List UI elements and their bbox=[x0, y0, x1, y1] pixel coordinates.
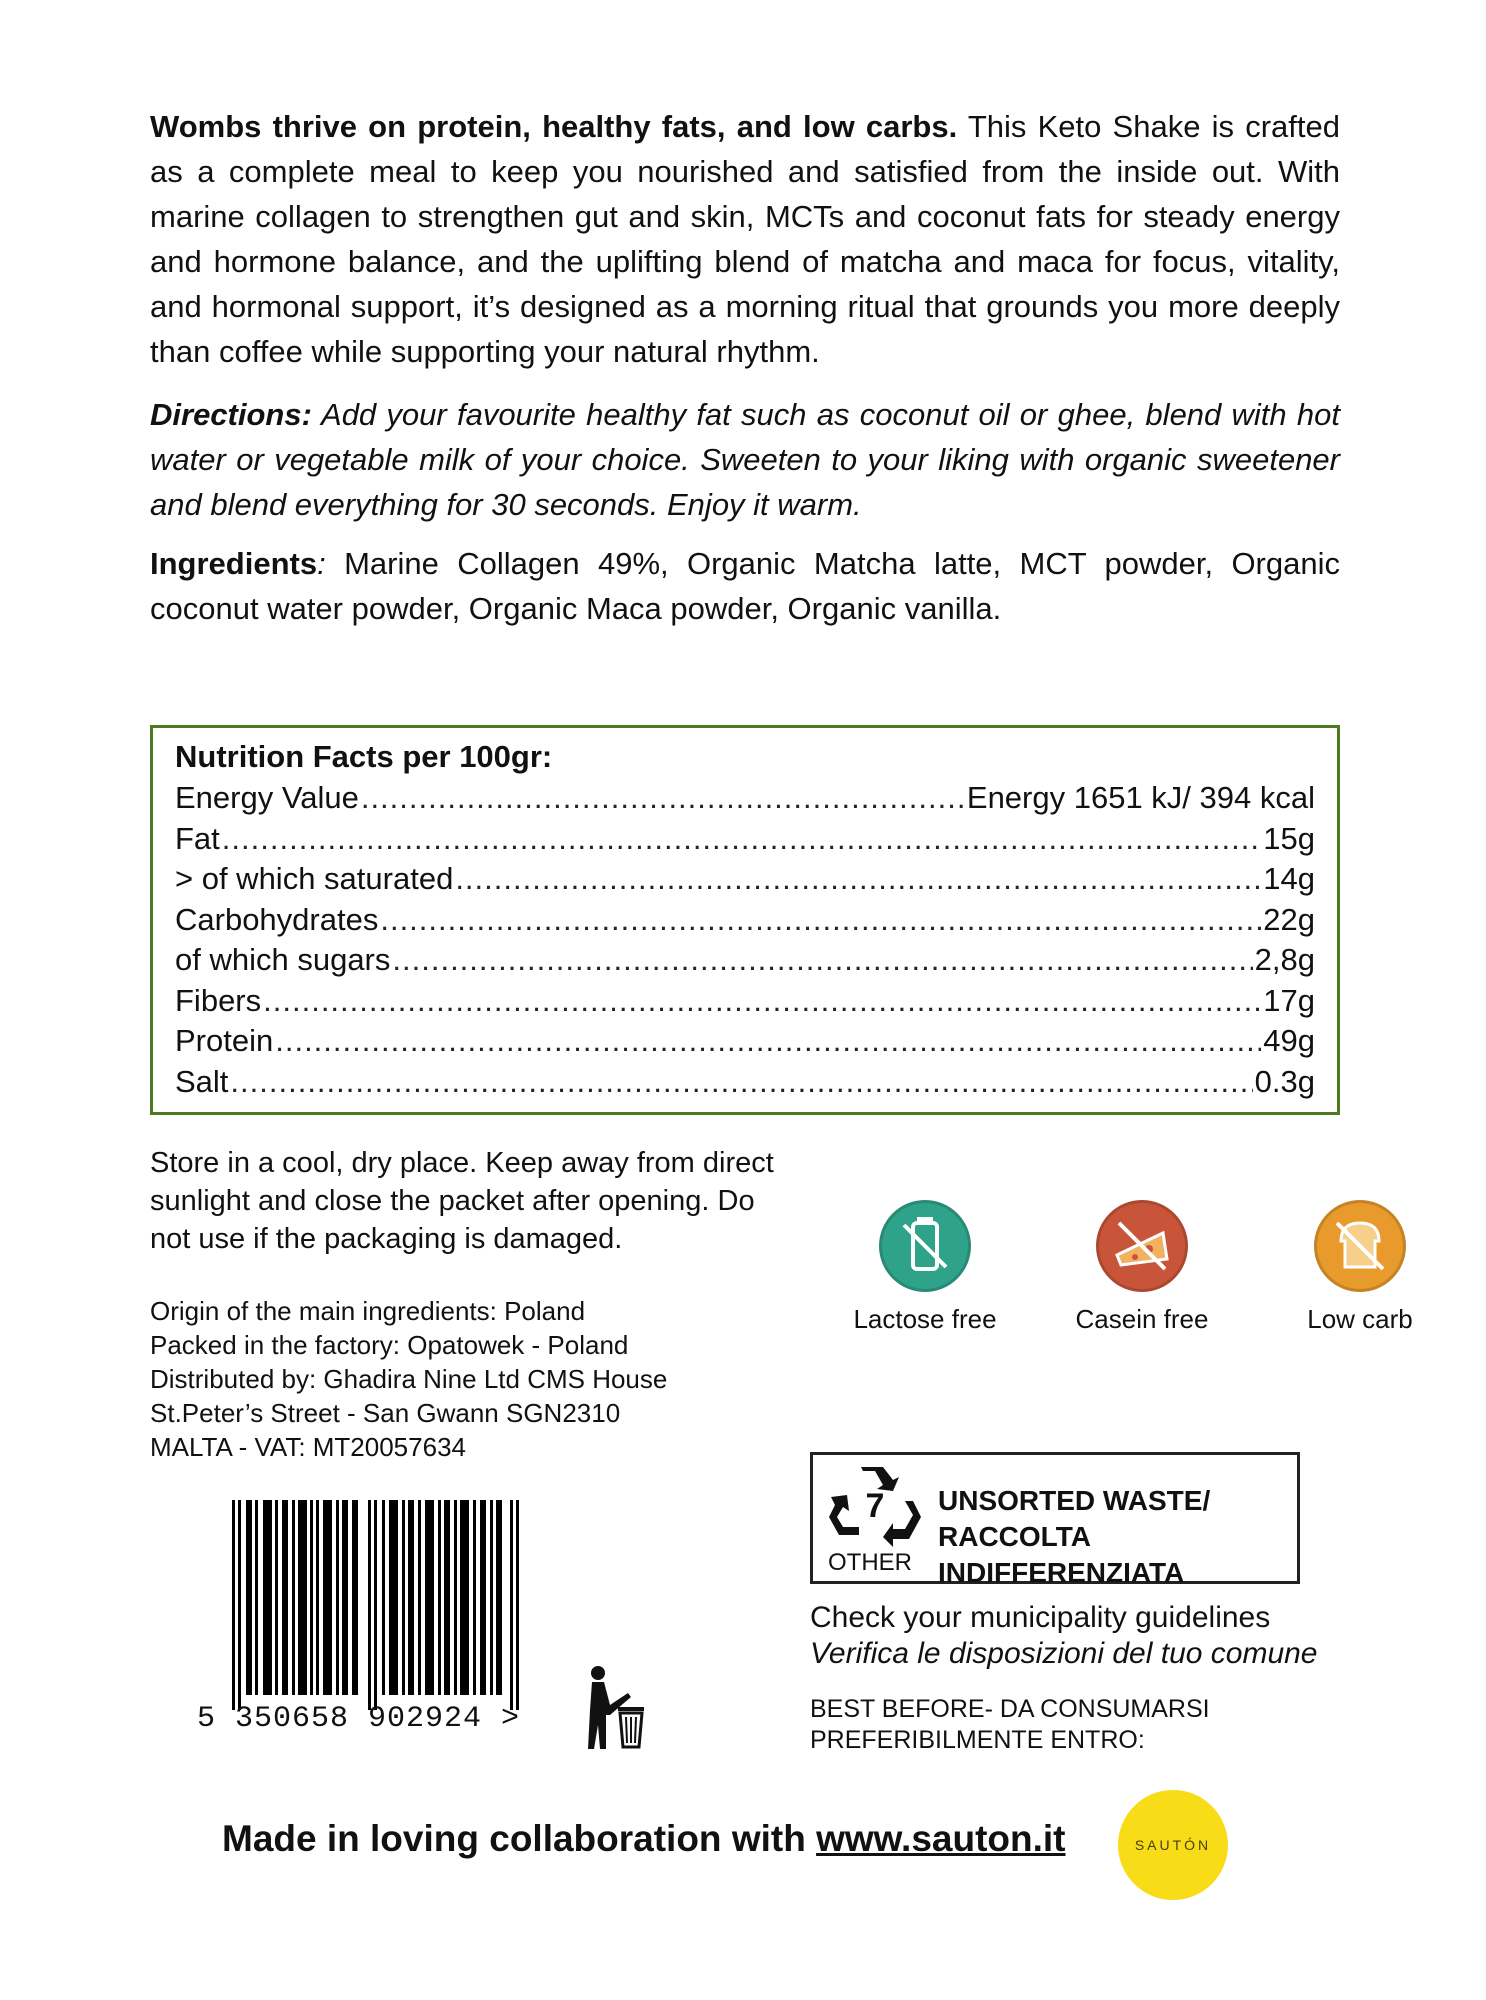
recycle-text bbox=[938, 1483, 1297, 1591]
dot-leader bbox=[361, 778, 965, 819]
nutrition-label: of which sugars bbox=[175, 942, 391, 977]
best-before bbox=[810, 1694, 1210, 1756]
nutrition-label: > of which saturated bbox=[175, 861, 454, 896]
recycling-icon bbox=[825, 1465, 925, 1547]
dot-leader bbox=[392, 940, 1252, 981]
nutrition-row bbox=[175, 859, 1315, 900]
casein-free-icon bbox=[1096, 1200, 1188, 1292]
intro-paragraph bbox=[150, 104, 1340, 374]
storage-instructions: Store in a cool, dry place. Keep away from direct sunlight and close the packet after opening. Do not use if the packaging is damaged. bbox=[150, 1147, 774, 1255]
sauton-link[interactable]: www.sauton.it bbox=[816, 1818, 1066, 1859]
low-carb-icon bbox=[1314, 1200, 1406, 1292]
municipality-note bbox=[810, 1600, 1318, 1672]
nutrition-value: 2,8g bbox=[1254, 942, 1315, 977]
recycle-line1: UNSORTED WASTE/ bbox=[938, 1485, 1211, 1516]
nutrition-row bbox=[175, 900, 1315, 941]
origin-line: Packed in the factory: Opatowek - Poland bbox=[150, 1330, 629, 1360]
sauton-logo bbox=[1118, 1790, 1228, 1900]
origin-info bbox=[150, 1294, 800, 1464]
directions-paragraph bbox=[150, 392, 1340, 527]
dot-leader bbox=[275, 1021, 1261, 1062]
ingredients-colon: : bbox=[317, 546, 326, 581]
nutrition-label: Fat bbox=[175, 820, 220, 856]
badge-casein-free bbox=[1052, 1200, 1232, 1335]
nutrition-value: 14g bbox=[1263, 861, 1315, 896]
origin-line: Distributed by: Ghadira Nine Ltd CMS House bbox=[150, 1364, 668, 1394]
nutrition-row bbox=[175, 940, 1315, 981]
nutrition-label: Energy Value bbox=[175, 780, 359, 815]
nutrition-row bbox=[175, 1062, 1315, 1103]
barcode bbox=[230, 1500, 520, 1710]
lactose-free-icon bbox=[879, 1200, 971, 1292]
logo-text: SAUTÓN bbox=[1134, 1837, 1212, 1853]
badge-label: Lactose free bbox=[853, 1304, 997, 1334]
dot-leader bbox=[455, 859, 1261, 900]
nutrition-row bbox=[175, 981, 1315, 1022]
badge-lactose-free bbox=[835, 1200, 1015, 1335]
nutrition-row bbox=[175, 1021, 1315, 1062]
intro-lead: Wombs thrive on protein, healthy fats, and low carbs. bbox=[150, 109, 958, 144]
dot-leader bbox=[222, 819, 1261, 860]
nutrition-value: 22g bbox=[1263, 901, 1315, 937]
nutrition-label: Carbohydrates bbox=[175, 901, 379, 937]
nutrition-value: 49g bbox=[1263, 1023, 1315, 1058]
recycle-number: 7 bbox=[865, 1487, 885, 1525]
check-en: Check your municipality guidelines bbox=[810, 1601, 1271, 1634]
dot-leader bbox=[230, 1062, 1252, 1103]
nutrition-row bbox=[175, 819, 1315, 860]
ingredients-paragraph bbox=[150, 541, 1340, 631]
directions-text: Add your favourite healthy fat such as coconut oil or ghee, blend with hot water or vegetable milk of your choice. Sweeten to your liking with organic sweetener and blend everything for 30 seconds. Enjoy it warm. bbox=[150, 397, 1340, 522]
origin-line: Origin of the main ingredients: Poland bbox=[150, 1296, 586, 1326]
nutrition-label: Salt bbox=[175, 1063, 229, 1099]
nutrition-facts-box bbox=[150, 725, 1340, 1115]
ingredients-label: Ingredients bbox=[150, 546, 318, 581]
badge-label: Casein free bbox=[1075, 1304, 1209, 1334]
recycle-line2: RACCOLTA INDIFFERENZIATA bbox=[938, 1521, 1185, 1588]
recycle-other-label: OTHER bbox=[828, 1549, 912, 1576]
barcode-digits: 5 350658 902924 > bbox=[197, 1702, 521, 1736]
dot-leader bbox=[263, 981, 1261, 1022]
badge-label: Low carb bbox=[1307, 1304, 1413, 1334]
ingredients-text: Marine Collagen 49%, Organic Matcha latte, MCT powder, Organic coconut water powder, Organic Maca powder, Organic vanilla. bbox=[150, 546, 1340, 626]
nutrition-value: 15g bbox=[1263, 820, 1315, 856]
nutrition-value: Energy 1651 kJ/ 394 kcal bbox=[966, 780, 1315, 815]
nutrition-value: 17g bbox=[1263, 982, 1315, 1018]
intro-body: This Keto Shake is crafted as a complete meal to keep you nourished and satisfied from the inside out. With marine collagen to strengthen gut and skin, MCTs and coconut fats for steady energy and hormone balance, and the uplifting blend of matcha and maca for focus, vitality, and hormonal support, it’s designed as a morning ritual that grounds you more deeply than coffee while supporting your natural rhythm. bbox=[150, 109, 1340, 369]
origin-line: St.Peter’s Street - San Gwann SGN2310 bbox=[150, 1398, 621, 1428]
collab-text: Made in loving collaboration with bbox=[222, 1818, 817, 1859]
best-before-line1: BEST BEFORE- DA CONSUMARSI bbox=[810, 1695, 1210, 1723]
collaboration-note bbox=[222, 1818, 1066, 1860]
badge-low-carb bbox=[1270, 1200, 1450, 1335]
nutrition-title: Nutrition Facts per 100gr: bbox=[175, 739, 553, 774]
dot-leader bbox=[380, 900, 1261, 941]
nutrition-label: Fibers bbox=[175, 982, 262, 1018]
nutrition-label: Protein bbox=[175, 1023, 274, 1058]
trash-bin-icon bbox=[580, 1665, 650, 1750]
origin-line: MALTA - VAT: MT20057634 bbox=[150, 1432, 466, 1462]
nutrition-row bbox=[175, 778, 1315, 819]
recycling-info-box bbox=[810, 1452, 1300, 1588]
directions-label: Directions: bbox=[150, 397, 312, 432]
best-before-line2: PREFERIBILMENTE ENTRO: bbox=[810, 1726, 1145, 1754]
nutrition-value: 0.3g bbox=[1254, 1063, 1315, 1099]
check-it: Verifica le disposizioni del tuo comune bbox=[810, 1637, 1318, 1670]
